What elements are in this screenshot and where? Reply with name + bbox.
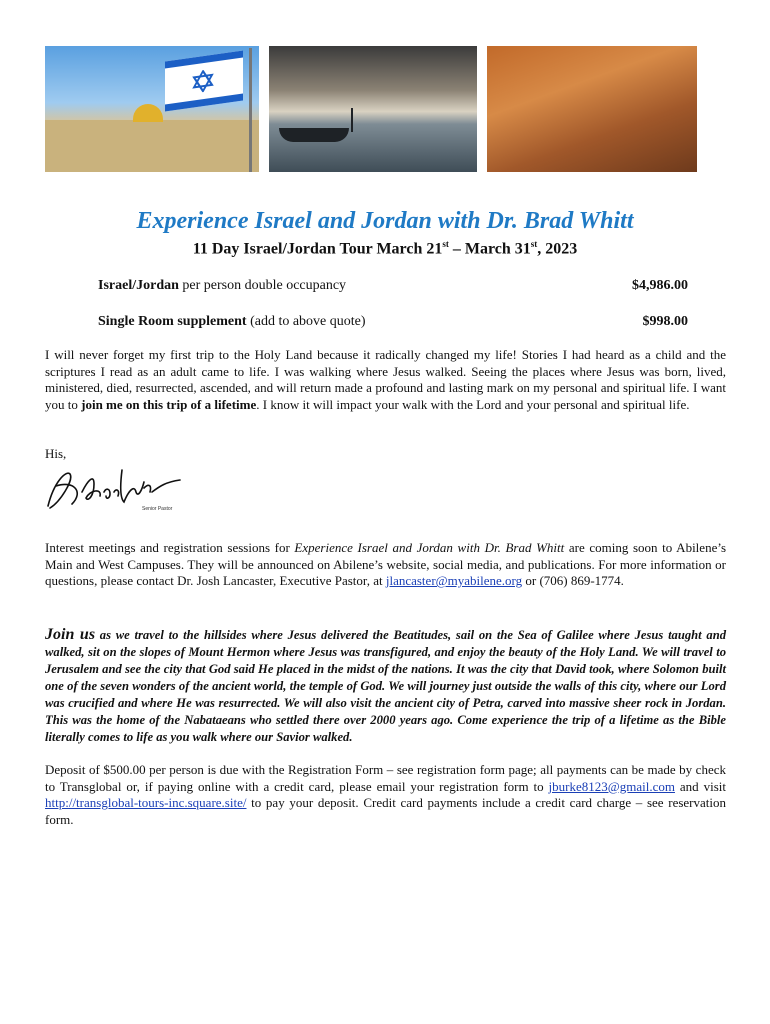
transglobal-url-link[interactable]: http://transglobal-tours-inc.square.site/ [45,795,247,810]
closing-text: His, [45,446,67,461]
subtitle-middle: – March 31 [448,240,531,258]
boat-mast [351,108,353,132]
intro-text-end: . I know it will impact your walk with the Lord and your personal and spiritual life. [256,396,690,412]
interest-paragraph [45,540,726,590]
masada-photo [487,46,697,172]
subtitle-sup1: st [442,239,449,249]
join-lead: Join us [45,626,96,643]
deposit-text-end: to pay your deposit. Credit card payments include a credit card charge – see reservation form. [45,795,726,827]
price-label: Israel/Jordan [98,278,179,293]
city-wall-shape [45,120,259,172]
lancaster-email-link[interactable]: jlancaster@myabilene.org [385,573,523,588]
burke-email-link[interactable]: jburke8123@gmail.com [548,778,675,794]
price-description [98,278,346,294]
interest-text-mid: are coming soon to Abilene’s Main and West Campuses. They will be announced on Abilene’s website, social media, and publications. For more information or questions, please contact Dr. Josh Lancaster, Executive Pastor, at [45,540,727,588]
subtitle-sup2: st [530,239,538,249]
dome-shape [133,104,163,122]
israel-flag-icon [165,51,243,112]
tour-subtitle [0,239,770,258]
signature-image [44,462,184,519]
jerusalem-photo [45,46,259,172]
price-detail: per person double occupancy [178,278,347,293]
header-photos [45,46,697,172]
price-row-double [98,278,688,294]
interest-text: Interest meetings and registration sessions for [45,540,295,555]
deposit-text-mid: and visit [674,778,726,794]
signature-caption: Senior Pastor [142,506,173,512]
flag-pole [249,48,252,172]
price-amount: $998.00 [642,314,688,329]
interest-text-end: or (706) 869-1774. [522,573,624,588]
subtitle-suffix: , 2023 [537,240,578,258]
intro-text: I will never forget my first trip to the Holy Land because it radically changed my life! Stories I had heard as a child and the scriptures I read as an adult came to life. I was walking where Jesus walked. Seeing the places where Jesus was born, lived, ministered, died, resurrected, ascended, and will return made a profound and lasting mark on my personal and spiritual life. I want you to [45,347,726,412]
price-label: Single Room supplement [98,314,247,329]
price-description [98,314,366,330]
price-detail: (add to above quote) [246,314,366,329]
boat-shape [279,128,349,142]
subtitle-prefix: 11 Day Israel/Jordan Tour March 21 [192,240,443,258]
intro-paragraph [45,347,726,413]
galilee-boat-photo [269,46,477,172]
deposit-paragraph [45,762,726,828]
page-title: Experience Israel and Jordan with Dr. Brad Whitt [136,208,634,234]
interest-italic: Experience Israel and Jordan with Dr. Brad Whitt [294,540,565,555]
price-row-single [98,314,688,330]
deposit-text: Deposit of $500.00 per person is due with the Registration Form – see registration form page; all payments can be made by check to Transglobal or, if paying online with a credit card, please email your registration form to [45,762,726,794]
price-amount: $4,986.00 [632,278,688,293]
join-text: as we travel to the hillsides where Jesus delivered the Beatitudes, sail on the Sea of Galilee where Jesus taught and walked, sit on the slopes of Mount Hermon where Jesus was transfigured, and enjoy the beauty of the Holy Land. We will travel to Jerusalem and see the city that God said He placed in the midst of the nations. It was the city that David took, where Solomon built one of the seven wonders of the ancient world, the temple of God. We will journey just outside the walls of this city, where our Lord was crucified and where He was resurrected. We will also visit the ancient city of Petra, carved into massive sheer rock in Jordan. This was the home of the Nabataeans who settled there over 2000 years ago. Come experience the trip of a lifetime as the Bible literally comes to life as you walk where our Savior walked. [45,628,727,744]
intro-emphasis: join me on this trip of a lifetime [81,396,257,412]
join-paragraph [45,626,726,746]
